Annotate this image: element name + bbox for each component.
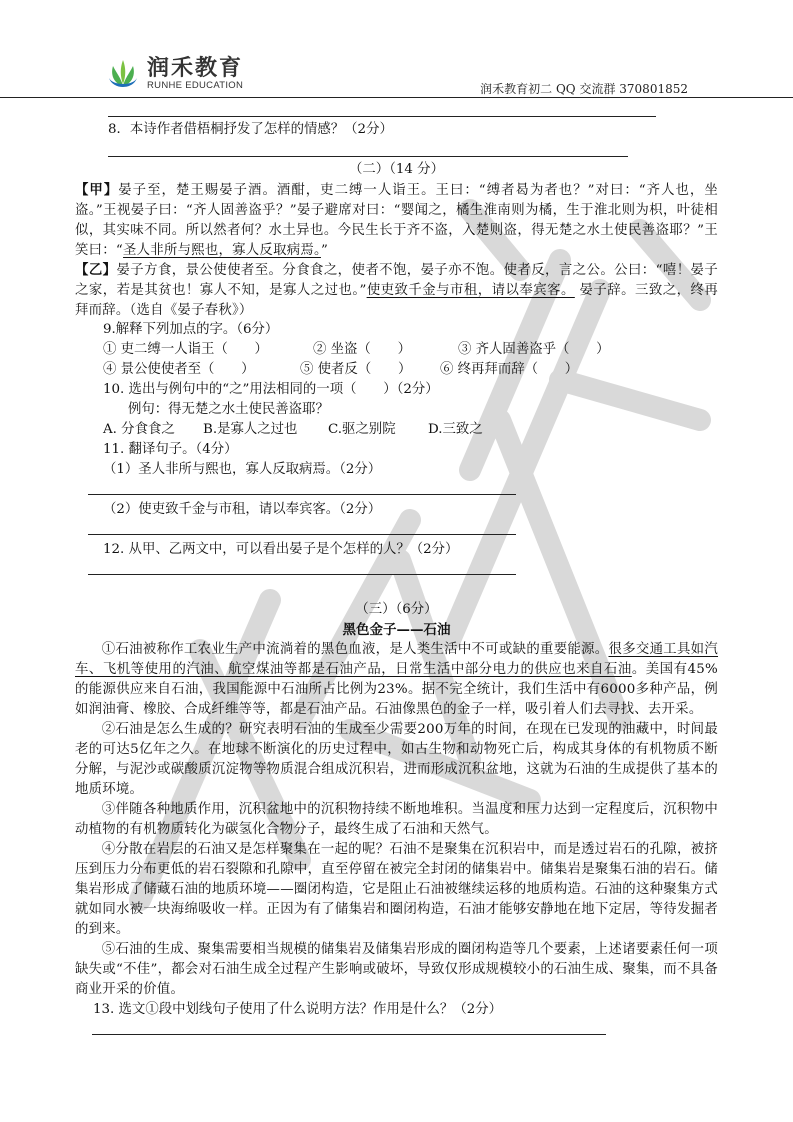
- q9-item: ⑥ 终再拜而辞（ ）: [440, 362, 579, 377]
- q9-item: ⑤ 使者反（ ）: [300, 362, 412, 377]
- paragraph-2: ②石油是怎么生成的？研究表明石油的生成至少需要200万年的时间，在现在已发现的油藏中，时间最老的可达5亿年之久。在地球不断演化的历史过程中，如古生物和动物死亡后，构成其身体的有机物质不断分解，与泥沙或碳酸质沉淀物等物质混合组成沉积岩，进而形成沉积盆地，这就为石油的生成提供了基本的地质环境。: [75, 722, 718, 797]
- p1-underlined: 很多交通工具如汽车、飞机等使用的汽油、航空煤油等都是石油产品，日常生活中部分电力的供应也来自石油: [75, 642, 719, 677]
- p1-text-end: 。美国有45%的能源供应来自石油，我国能源中石油所占比例为23%。据不完全统计，我们生活中有6000多种产品，例如润油膏、橡胶、合成纤维等等，都是石油产品。石油像黑色的金子一样，吸引着人们去寻找、去开采。: [75, 662, 719, 717]
- answer-line: [88, 494, 516, 495]
- logo: [105, 56, 243, 92]
- contact-info: 润禾教育初二 QQ 交流群 370801852: [480, 82, 688, 96]
- option-a: A. 分食食之: [103, 422, 175, 437]
- q9-item: ④ 景公使使者至（ ）: [103, 362, 255, 377]
- jia-text: 晏子至，楚王赐晏子酒。酒酣，吏二缚一人诣王。王曰：“缚者曷为者也？”对曰：“齐人也，坐盗。”王视晏子曰：“齐人固善盗乎？”晏子避席对曰：“婴闻之，橘生淮南则为橘，生于淮北则为枳，叶徒相似，其实味不同。所以然者何？水土异也。今民生长于齐不盗，入楚则盗，得无楚之水土使民善盗耶？”王笑曰：“: [75, 183, 718, 258]
- paragraph-5: ⑤石油的生成、聚集需要相当规模的储集岩及储集岩形成的圈闭构造等几个要素，上述诸要素任何一项缺失或“不佳”，都会对石油生成全过程产生影响或破坏，导致仅形成规模较小的石油生成、聚集，而不具备商业开采的价值。: [75, 942, 718, 997]
- q11-part-2: （2）使吏致千金与市租，请以奉宾客。（2分）: [103, 502, 382, 517]
- section-2-heading: （二）（14 分）: [349, 162, 444, 177]
- option-b: B.是寡人之过也: [203, 422, 298, 437]
- yi-text-end: 晏子辞。三致之，终再拜而辞。（选自《晏子春秋》）: [75, 283, 718, 318]
- paragraph-1: [75, 640, 718, 720]
- jia-underlined: 圣人非所与熙也，寡人反取病焉。: [123, 243, 321, 258]
- q10-example: 例句：得无楚之水土使民善盗耶？: [128, 402, 329, 417]
- q9-item: ② 坐盗（ ）: [313, 342, 411, 357]
- yi-underlined: 使吏致千金与市租，请以奉宾客。: [366, 283, 575, 298]
- passage-jia: [75, 180, 718, 261]
- question-8: 8．本诗作者借梧桐抒发了怎样的情感？（2分）: [108, 122, 393, 137]
- question-12: 12. 从甲、乙两文中，可以看出晏子是个怎样的人？（2分）: [103, 542, 459, 557]
- header-divider: [0, 97, 793, 98]
- question-13: 13. 选文①段中划线句子使用了什么说明方法？作用是什么？（2分）: [93, 1002, 503, 1017]
- q9-item: ① 吏二缚一人诣王（ ）: [103, 342, 268, 357]
- q9-item: ③ 齐人固善盗乎（ ）: [458, 342, 610, 357]
- q9-row-2: [103, 360, 746, 380]
- question-11: 11. 翻译句子。（4分）: [103, 442, 238, 457]
- option-d: D.三致之: [428, 422, 483, 437]
- logo-chinese: 润禾教育: [147, 55, 244, 81]
- answer-line: [92, 1034, 606, 1035]
- q9-row-1: [103, 340, 746, 360]
- q11-part-1: （1）圣人非所与熙也，寡人反取病焉。（2分）: [103, 462, 382, 477]
- logo-leaf-icon: [105, 56, 141, 92]
- answer-line: [108, 156, 628, 157]
- paragraph-3: ③伴随各种地质作用，沉积盆地中的沉积物持续不断地堆积。当温度和压力达到一定程度后，沉积物中动植物的有机物质转化为碳氢化合物分子，最终生成了石油和天然气。: [75, 802, 718, 837]
- question-9: 9.解释下列加点的字。（6分）: [103, 322, 279, 337]
- jia-end: ”: [320, 243, 329, 258]
- p1-text: ①石油被称作工农业生产中流淌着的黑色血液，是人类生活中不可或缺的重要能源。: [101, 642, 609, 657]
- yi-label: 【乙】: [75, 262, 117, 278]
- article-title: 黑色金子——石油: [342, 622, 451, 638]
- logo-english: RUNHE EDUCATION: [147, 79, 244, 91]
- question-10: 10. 选出与例句中的“之”用法相同的一项（ ）（2分）: [103, 382, 439, 397]
- section-3-heading: （三）（6分）: [355, 602, 438, 617]
- yi-text: 晏子方食，景公使使者至。分食食之，使者不饱，晏子亦不饱。使者反，言之公。公曰：“嘻！晏子之家，若是其贫也！寡人不知，是寡人之过也。”: [75, 263, 719, 298]
- jia-label: 【甲】: [75, 182, 119, 198]
- q10-options: [103, 420, 746, 440]
- paragraph-4: ④分散在岩层的石油又是怎样聚集在一起的呢？石油不是聚集在沉积岩中，而是透过岩石的孔隙，被挤压到压力分布更低的岩石裂隙和孔隙中，直至停留在被完全封闭的储集岩中。储集岩是聚集石油的岩石。储集岩形成了储藏石油的地质环境——圈闭构造，它是阻止石油被继续运移的地质构造。石油的这种聚集方式就如同水被一块海绵吸收一样。正因为有了储集岩和圈闭构造，石油才能够安静地在地下定居，等待发掘者的到来。: [75, 842, 718, 937]
- answer-line: [88, 534, 516, 535]
- answer-line: [108, 116, 656, 117]
- option-c: C.驱之别院: [328, 422, 396, 437]
- answer-line: [88, 574, 516, 575]
- passage-yi: [75, 260, 718, 321]
